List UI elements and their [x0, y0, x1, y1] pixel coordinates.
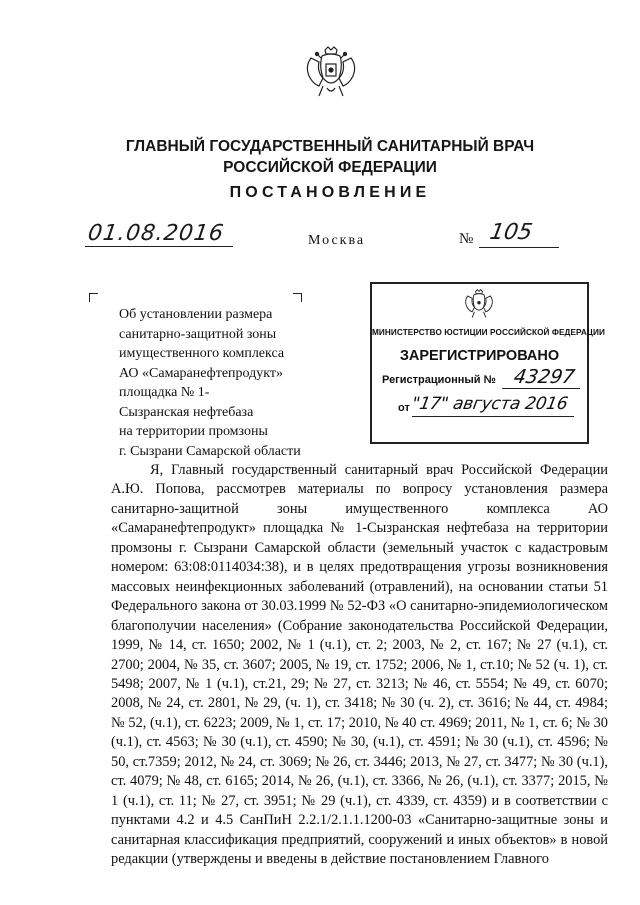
title-line: г. Сызрани Самарской области [119, 443, 301, 459]
stamp-reg-number-value: 43297 [512, 366, 577, 388]
title-bracket-right [293, 293, 302, 302]
issuer-title-line2: РОССИЙСКОЙ ФЕДЕРАЦИИ [223, 159, 437, 176]
stamp-emblem-icon [462, 288, 496, 322]
body-paragraph: Я, Главный государственный санитарный врач Российской Федерации А.Ю. Попова, рассмотрев материалы по вопросу установления размера санитарно-защитной зоны имущественного комплекса АО «Самаранефтепродукт» площадка № 1-Сызранская нефтебаза на территории промзоны г. Сызрани Самарской области (земельный участок с кадастровым номером: 63:08:0114034:38), и в целях предотвращения угрозы возникновения массовых неинфекционных заболеваний (отравлений), на основании статьи 51 Федерального закона от 30.03.1999 № 52-ФЗ «О санитарно-эпидемиологическом благополучии населения» (Собрание законодательства Российской Федерации, 1999, № 14, ст. 1650; 2002, № 1 (ч.1), ст. 2; 2003, № 2, ст. 167; № 27 (ч.1), ст. 2700; 2004, № 35, ст. 3607; 2005, № 19, ст. 1752; 2006, № 1, ст.10; № 52 (ч. 1), ст. 5498; 2007, № 1 (ч.1), ст.21, 29; № 27, ст. 3213; № 46, ст. 5554; № 49, ст. 6070; 2008, № 24, ст. 2801, № 29, (ч. 1), ст. 3418; № 30 (ч. 2), ст. 3616; № 44, ст. 4984; № 52, (ч.1), ст. 6223; 2009, № 1, ст. 17; 2010, № 40 ст. 4969; 2011, № 1, ст. 6; № 30 (ч.1), ст. 4563; № 30 (ч.1), ст. 4590; № 30, (ч.1), ст. 4591; № 30 (ч.1), ст. 4596; № 50, ст.7359; 2012, № 24, ст. 3069; № 26, ст. 3446; 2013, № 27, ст. 3477; № 30 (ч.1), ст. 4079; № 48, ст. 6165; 2014, № 26, (ч.1), ст. 3366, № 26, (ч.1), ст. 3377; 2015, № 1 (ч.1), ст. 11; № 27, ст. 3951; № 29 (ч.1), ст. 4339, ст. 4359) и в соответствии с пунктами 4.2 и 4.5 СанПиН 2.2.1/2.1.1.1200-03 «Санитарно-защитные зоны и санитарная классификация предприятий, сооружений и иных объектов» в новой редакции (утверждены и введены в действие постановлением Главного [111, 462, 608, 868]
number-underline [479, 247, 559, 248]
city: Москва [308, 233, 366, 248]
title-line: на территории промзоны [119, 424, 268, 439]
stamp-registered: ЗАРЕГИСТРИРОВАНО [399, 348, 560, 364]
handwritten-number: 105 [487, 220, 535, 245]
document-type: ПОСТАНОВЛЕНИЕ [229, 184, 431, 201]
title-line: АО «Самаранефтепродукт» [119, 365, 283, 381]
title-line: площадка № 1- [119, 385, 210, 400]
stamp-reg-number-underline [502, 388, 580, 389]
handwritten-date: 01.08.2016 [86, 221, 226, 246]
stamp-date-label: от [398, 402, 410, 414]
title-bracket-left [89, 293, 98, 302]
title-line: Сызранская нефтебаза [119, 404, 254, 420]
title-line: имущественного комплекса [119, 346, 285, 361]
registration-stamp [370, 282, 605, 444]
coat-of-arms-icon [303, 44, 359, 104]
date-underline [85, 246, 233, 247]
stamp-date-value: "17" августа 2016 [410, 394, 570, 414]
title-line: Об установлении размера [119, 307, 273, 322]
stamp-reg-number-label: Регистрационный № [382, 374, 496, 386]
stamp-date-underline [412, 416, 574, 417]
document-title [119, 305, 349, 461]
stamp-ministry: МИНИСТЕРСТВО ЮСТИЦИИ РОССИЙСКОЙ ФЕДЕРАЦИИ [372, 328, 605, 337]
issuer-title-line1: ГЛАВНЫЙ ГОСУДАРСТВЕННЫЙ САНИТАРНЫЙ ВРАЧ [125, 138, 535, 155]
number-sign: № [459, 231, 474, 247]
title-line: санитарно-защитной зоны [119, 326, 277, 342]
